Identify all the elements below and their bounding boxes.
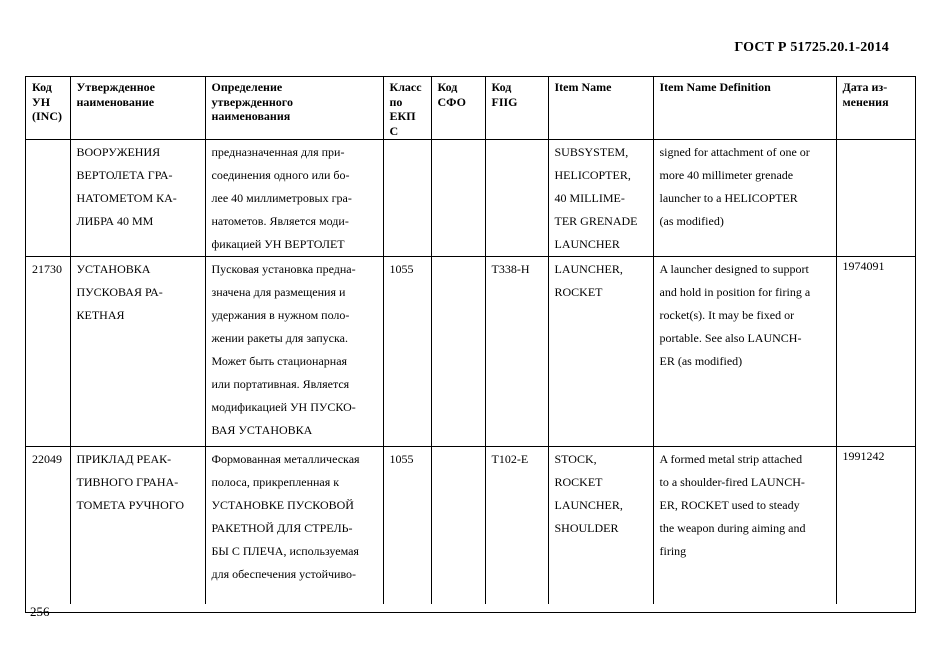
table-row [26, 256, 916, 446]
cell-line: HELICOPTER, [554, 167, 631, 182]
cell-line: LAUNCHER, [554, 261, 623, 276]
class-cell [383, 256, 431, 446]
sfo-cell [431, 139, 485, 256]
cell-line: или портативная. Является [211, 376, 350, 391]
cell-line: rocket(s). It may be fixed or [659, 307, 795, 322]
column-header-inc [26, 77, 70, 139]
column-header-line: Класс [389, 80, 422, 94]
column-header-line: С [389, 123, 399, 138]
class-cell [383, 446, 431, 604]
definitions-table-frame [25, 76, 916, 613]
inc-cell [26, 256, 70, 446]
cell-line: and hold in position for firing a [659, 284, 811, 299]
column-header-line: Определение [211, 80, 283, 94]
approved-name-cell [70, 256, 205, 446]
cell-line: A formed metal strip attached [659, 451, 803, 466]
cell-value: 21730 [32, 261, 62, 276]
cell-line: Формованная металлическая [211, 451, 360, 466]
cell-line: ВООРУЖЕНИЯ [76, 144, 161, 159]
column-header-sfo [431, 77, 485, 139]
cell-line: удержания в нужном поло- [211, 307, 350, 322]
definition-cell [205, 256, 383, 446]
cell-line: полоса, прикрепленная к [211, 474, 340, 489]
date-cell [836, 256, 916, 446]
column-header-line: ЕКП [389, 109, 416, 123]
fiig-cell [485, 446, 548, 604]
item-name-cell [548, 446, 653, 604]
class-cell [383, 139, 431, 256]
cell-line: УСТАНОВКЕ ПУСКОВОЙ [211, 497, 354, 512]
column-header-line: Item Name [554, 80, 612, 94]
column-header-line: наименование [76, 94, 155, 109]
column-header-approved-name [70, 77, 205, 139]
column-header-line: Утвержденное [76, 80, 155, 94]
date-cell [836, 139, 916, 256]
cell-line: Может быть стационарная [211, 353, 348, 368]
inc-cell [26, 446, 70, 604]
cell-value: 1055 [389, 451, 414, 466]
cell-line: A launcher designed to support [659, 261, 809, 276]
item-name-cell [548, 139, 653, 256]
cell-value: 1055 [389, 261, 414, 276]
approved-name-cell [70, 446, 205, 604]
table-header-row [26, 77, 916, 139]
cell-value: 22049 [32, 451, 62, 466]
column-header-line: Код [32, 80, 52, 94]
cell-line: значена для размещения и [211, 284, 346, 299]
cell-line: КЕТНАЯ [76, 307, 125, 322]
inc-cell [26, 139, 70, 256]
cell-line: ER (as modified) [659, 353, 743, 368]
column-header-line: FIIG [491, 94, 518, 109]
column-header-line: наименования [211, 109, 291, 123]
fiig-cell [485, 256, 548, 446]
column-header-line: менения [842, 94, 889, 109]
table-row [26, 446, 916, 604]
column-header-line: Код [491, 80, 512, 94]
item-definition-cell [653, 446, 836, 604]
column-header-class [383, 77, 431, 139]
cell-line: ПРИКЛАД РЕАК- [76, 451, 172, 466]
sfo-cell [431, 446, 485, 604]
item-definition-cell [653, 139, 836, 256]
cell-line: signed for attachment of one or [659, 144, 810, 159]
cell-line: ВАЯ УСТАНОВКА [211, 422, 313, 437]
cell-value: T338-H [491, 261, 530, 276]
cell-line: portable. See also LAUNCH- [659, 330, 802, 345]
item-definition-cell [653, 256, 836, 446]
cell-line: модификацией УН ПУСКО- [211, 399, 356, 414]
document-code: ГОСТ Р 51725.20.1-2014 [734, 40, 889, 55]
cell-line: ТОМЕТА РУЧНОГО [76, 497, 185, 512]
approved-name-cell [70, 139, 205, 256]
cell-line: Пусковая установка предна- [211, 261, 356, 276]
item-name-cell [548, 256, 653, 446]
column-header-item-name [548, 77, 653, 139]
cell-line: LAUNCHER, [554, 497, 623, 512]
cell-line: more 40 millimeter grenade [659, 167, 794, 182]
column-header-line: Item Name Definition [659, 80, 771, 94]
date-cell [836, 446, 916, 604]
column-header-definition [205, 77, 383, 139]
cell-line: предназначенная для при- [211, 144, 345, 159]
cell-line: ТИВНОГО ГРАНА- [76, 474, 179, 489]
cell-line: для обеспечения устойчиво- [211, 566, 357, 581]
page-number: 256 [30, 604, 50, 619]
cell-value: 1991242 [842, 448, 885, 463]
cell-line: LAUNCHER [554, 236, 620, 251]
column-header-line: (INC) [32, 109, 62, 123]
definition-cell [205, 446, 383, 604]
cell-line: БЫ С ПЛЕЧА, используемая [211, 543, 359, 558]
cell-line: ПУСКОВАЯ РА- [76, 284, 163, 299]
column-header-line: утвержденного [211, 94, 293, 109]
cell-line: фикацией УН ВЕРТОЛЕТ [211, 236, 345, 251]
column-header-line: УН [32, 94, 51, 109]
sfo-cell [431, 256, 485, 446]
column-header-line: по [389, 94, 403, 109]
cell-line: (as modified) [659, 213, 724, 228]
cell-line: 40 MILLIME- [554, 190, 625, 205]
cell-line: launcher to a HELICOPTER [659, 190, 798, 205]
cell-line: SHOULDER [554, 520, 619, 535]
cell-line: SUBSYSTEM, [554, 144, 629, 159]
cell-line: РАКЕТНОЙ ДЛЯ СТРЕЛЬ- [211, 520, 353, 535]
cell-value: 1974091 [842, 258, 885, 273]
cell-line: УСТАНОВКА [76, 261, 151, 276]
cell-line: лее 40 миллиметровых гра- [211, 190, 352, 205]
cell-line: ВЕРТОЛЕТА ГРА- [76, 167, 173, 182]
column-header-date [836, 77, 916, 139]
column-header-item-definition [653, 77, 836, 139]
cell-line: натометов. Является моди- [211, 213, 349, 228]
column-header-line: СФО [437, 94, 466, 109]
definition-cell [205, 139, 383, 256]
definitions-table [26, 77, 916, 604]
cell-line: ER, ROCKET used to steady [659, 497, 800, 512]
cell-line: ЛИБРА 40 ММ [76, 213, 154, 228]
cell-line: TER GRENADE [554, 213, 638, 228]
cell-line: the weapon during aiming and [659, 520, 806, 535]
column-header-fiig [485, 77, 548, 139]
table-row [26, 139, 916, 256]
cell-line: STOCK, [554, 451, 597, 466]
cell-value: T102-E [491, 451, 529, 466]
column-header-line: Дата из- [842, 80, 888, 94]
cell-line: НАТОМЕТОМ КА- [76, 190, 177, 205]
fiig-cell [485, 139, 548, 256]
cell-line: соединения одного или бо- [211, 167, 350, 182]
cell-line: жении ракеты для запуска. [211, 330, 348, 345]
cell-line: to a shoulder-fired LAUNCH- [659, 474, 805, 489]
cell-line: firing [659, 543, 687, 558]
cell-line: ROCKET [554, 474, 603, 489]
cell-line: ROCKET [554, 284, 603, 299]
column-header-line: Код [437, 80, 458, 94]
